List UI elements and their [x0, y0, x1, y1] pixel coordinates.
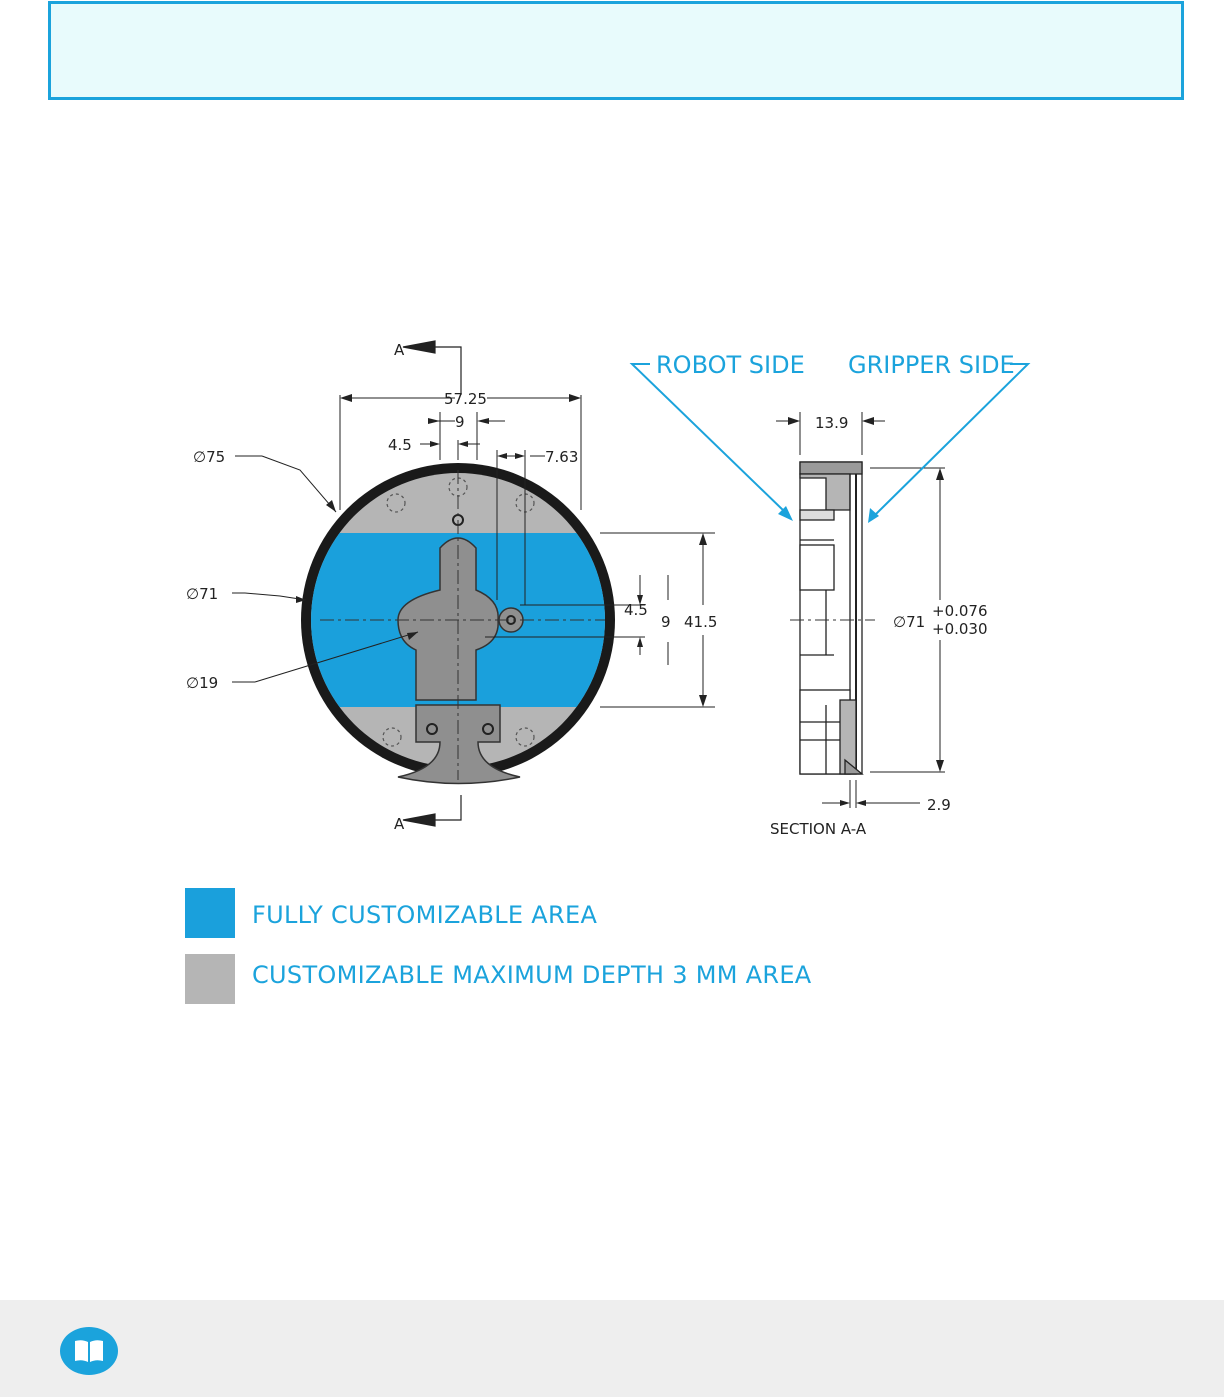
dim-4-5-vert: 4.5 [624, 601, 648, 619]
dim-9-top: 9 [455, 413, 465, 431]
dim-41-5: 41.5 [684, 613, 718, 631]
dim-dia-71: ∅71 [186, 585, 219, 603]
dim-section-dia: ∅71 [893, 613, 926, 631]
section-view [800, 462, 862, 774]
section-marker-top: A [394, 341, 405, 359]
dim-9-vert: 9 [661, 613, 671, 631]
dim-4-5-top: 4.5 [388, 436, 412, 454]
legend-swatch-depth [185, 954, 235, 1004]
footer-bar [0, 1300, 1224, 1397]
front-view [300, 463, 620, 784]
book-icon[interactable] [60, 1327, 118, 1375]
dim-dia-75: ∅75 [193, 448, 226, 466]
legend-label-fully: FULLY CUSTOMIZABLE AREA [252, 901, 598, 929]
dim-2-9: 2.9 [927, 796, 951, 814]
dim-7-63: 7.63 [545, 448, 579, 466]
section-marker-bottom: A [394, 815, 405, 833]
callout-robot-side: ROBOT SIDE [656, 351, 805, 379]
dim-tol-upper: +0.076 [932, 602, 988, 620]
dim-dia-19: ∅19 [186, 674, 219, 692]
dim-tol-lower: +0.030 [932, 620, 988, 638]
dim-13-9: 13.9 [815, 414, 849, 432]
callout-gripper-side: GRIPPER SIDE [848, 351, 1015, 379]
legend-label-depth: CUSTOMIZABLE MAXIMUM DEPTH 3 MM AREA [252, 961, 812, 989]
section-label: SECTION A-A [770, 820, 867, 838]
legend-swatch-fully [185, 888, 235, 938]
dim-57-25: 57.25 [444, 390, 487, 408]
